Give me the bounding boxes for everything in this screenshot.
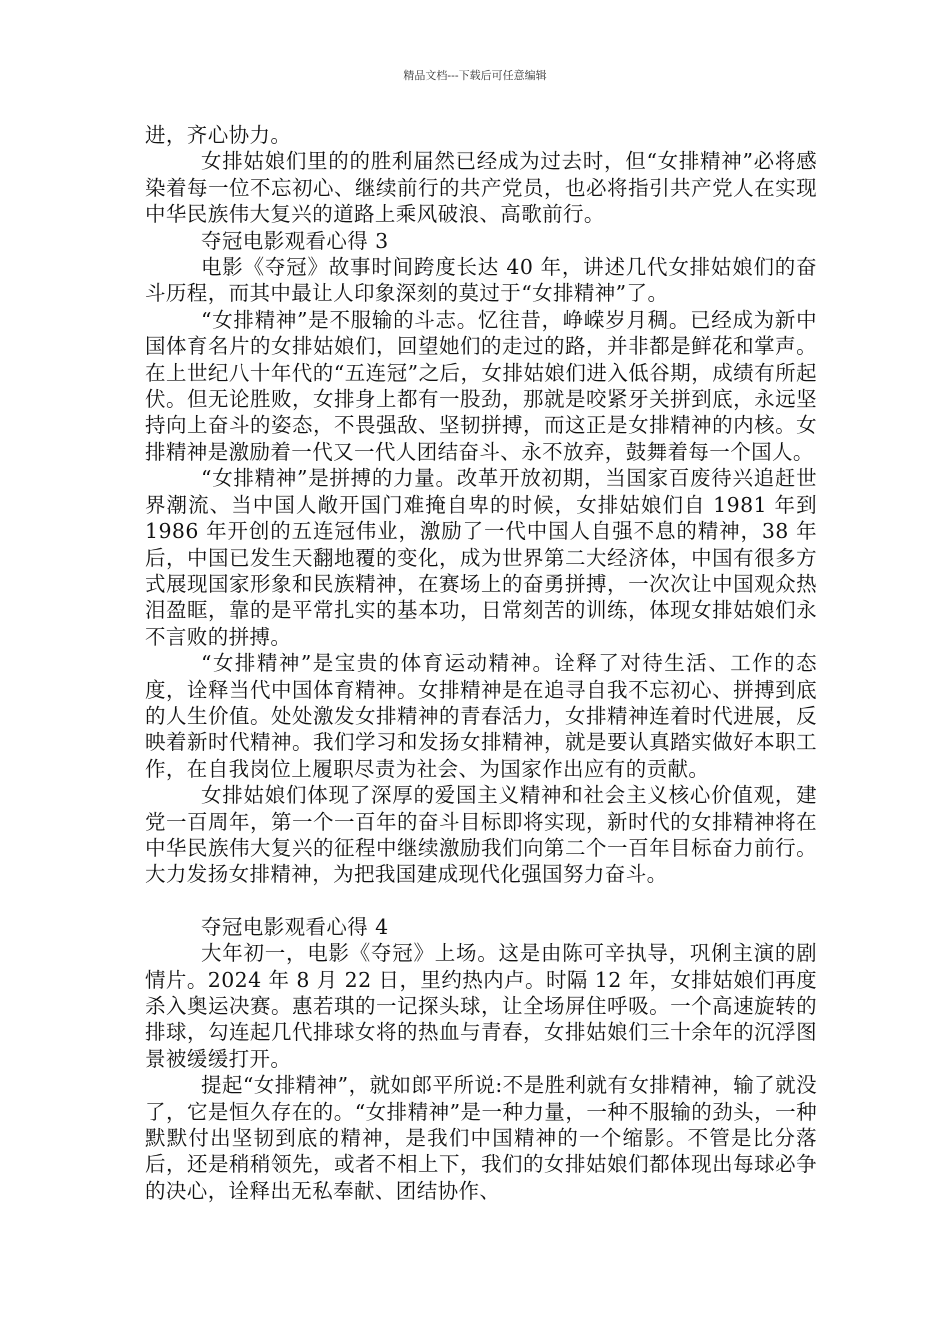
section-heading: 夺冠电影观看心得 4 (201, 914, 389, 939)
paragraph: 女排姑娘们体现了深厚的爱国主义精神和社会主义核心价值观，建党一百周年，第一个一百年的奋斗目标即将实现，新时代的女排精神将在中华民族伟大复兴的征程中继续激励我们向第二个一百年目标奋力前行。大力发扬女排精神，为把我国建成现代化强国努力奋斗。 (145, 783, 817, 887)
paragraph: “女排精神”是拼搏的力量。改革开放初期，当国家百废待兴追赶世界潮流、当中国人敞开国门难掩自卑的时候，女排姑娘们自 1981 年到 1986 年开创的五连冠伟业，激励了一代中国人自强不息的精神，38 年后，中国已发生天翻地覆的变化，成为世界第二大经济体，中国有很多方式展现国家形象和民族精神，在赛场上的奋勇拼搏，一次次让中国观众热泪盈眶，靠的是平常扎实的基本功，日常刻苦的训练，体现女排姑娘们永不言败的拼搏。 (145, 466, 817, 649)
paragraph: 女排姑娘们里的的胜利届然已经成为过去时，但“女排精神”必将感染着每一位不忘初心、继续前行的共产党员，也必将指引共产党人在实现中华民族伟大复兴的道路上乘风破浪、高歌前行。 (145, 149, 817, 227)
paragraph: 电影《夺冠》故事时间跨度长达 40 年，讲述几代女排姑娘们的奋斗历程，而其中最让人印象深刻的莫过于“女排精神”了。 (145, 255, 817, 306)
paragraph: 提起“女排精神”，就如郎平所说:不是胜利就有女排精神，输了就没了，它是恒久存在的。“女排精神”是一种力量，一种不服输的劲头，一种默默付出坚韧到底的精神，是我们中国精神的一个缩影。不管是比分落后，还是稍稍领先，或者不相上下，我们的女排姑娘们都体现出每球必争的决心，诠释出无私奉献、团结协作、 (145, 1073, 817, 1203)
paragraph-continuation: 进，齐心协力。 (145, 123, 292, 147)
paragraph: “女排精神”是不服输的斗志。忆往昔，峥嵘岁月稠。已经成为新中国体育名片的女排姑娘们，回望她们的走过的路，并非都是鲜花和掌声。在上世纪八十年代的“五连冠”之后，女排姑娘们进入低谷期，成绩有所起伏。但无论胜败，女排身上都有一股劲，那就是咬紧牙关拼到底，永远坚持向上奋斗的姿态，不畏强敌、坚韧拼搏，而这正是女排精神的内核。女排精神是激励着一代又一代人团结奋斗、永不放弃，鼓舞着每一个国人。 (145, 307, 817, 464)
paragraph: 大年初一，电影《夺冠》上场。这是由陈可辛执导，巩俐主演的剧情片。2024 年 8 月 22 日，里约热内卢。时隔 12 年，女排姑娘们再度杀入奥运决赛。惠若琪的一记探头球，让全场屏住呼吸。一个高速旋转的排球，勾连起几代排球女将的热血与青春，女排姑娘们三十余年的沉浮图景被缓缓打开。 (145, 941, 817, 1071)
page-header: 精品文档---下载后可任意编辑 (403, 69, 547, 82)
document-body (145, 122, 817, 1204)
paragraph: “女排精神”是宝贵的体育运动精神。诠释了对待生活、工作的态度，诠释当代中国体育精神。女排精神是在追寻自我不忘初心、拼搏到底的人生价值。处处激发女排精神的青春活力，女排精神连着时代进展，反映着新时代精神。我们学习和发扬女排精神，就是要认真踏实做好本职工作，在自我岗位上履职尽责为社会、为国家作出应有的贡献。 (145, 651, 817, 781)
section-heading: 夺冠电影观看心得 3 (201, 228, 389, 253)
